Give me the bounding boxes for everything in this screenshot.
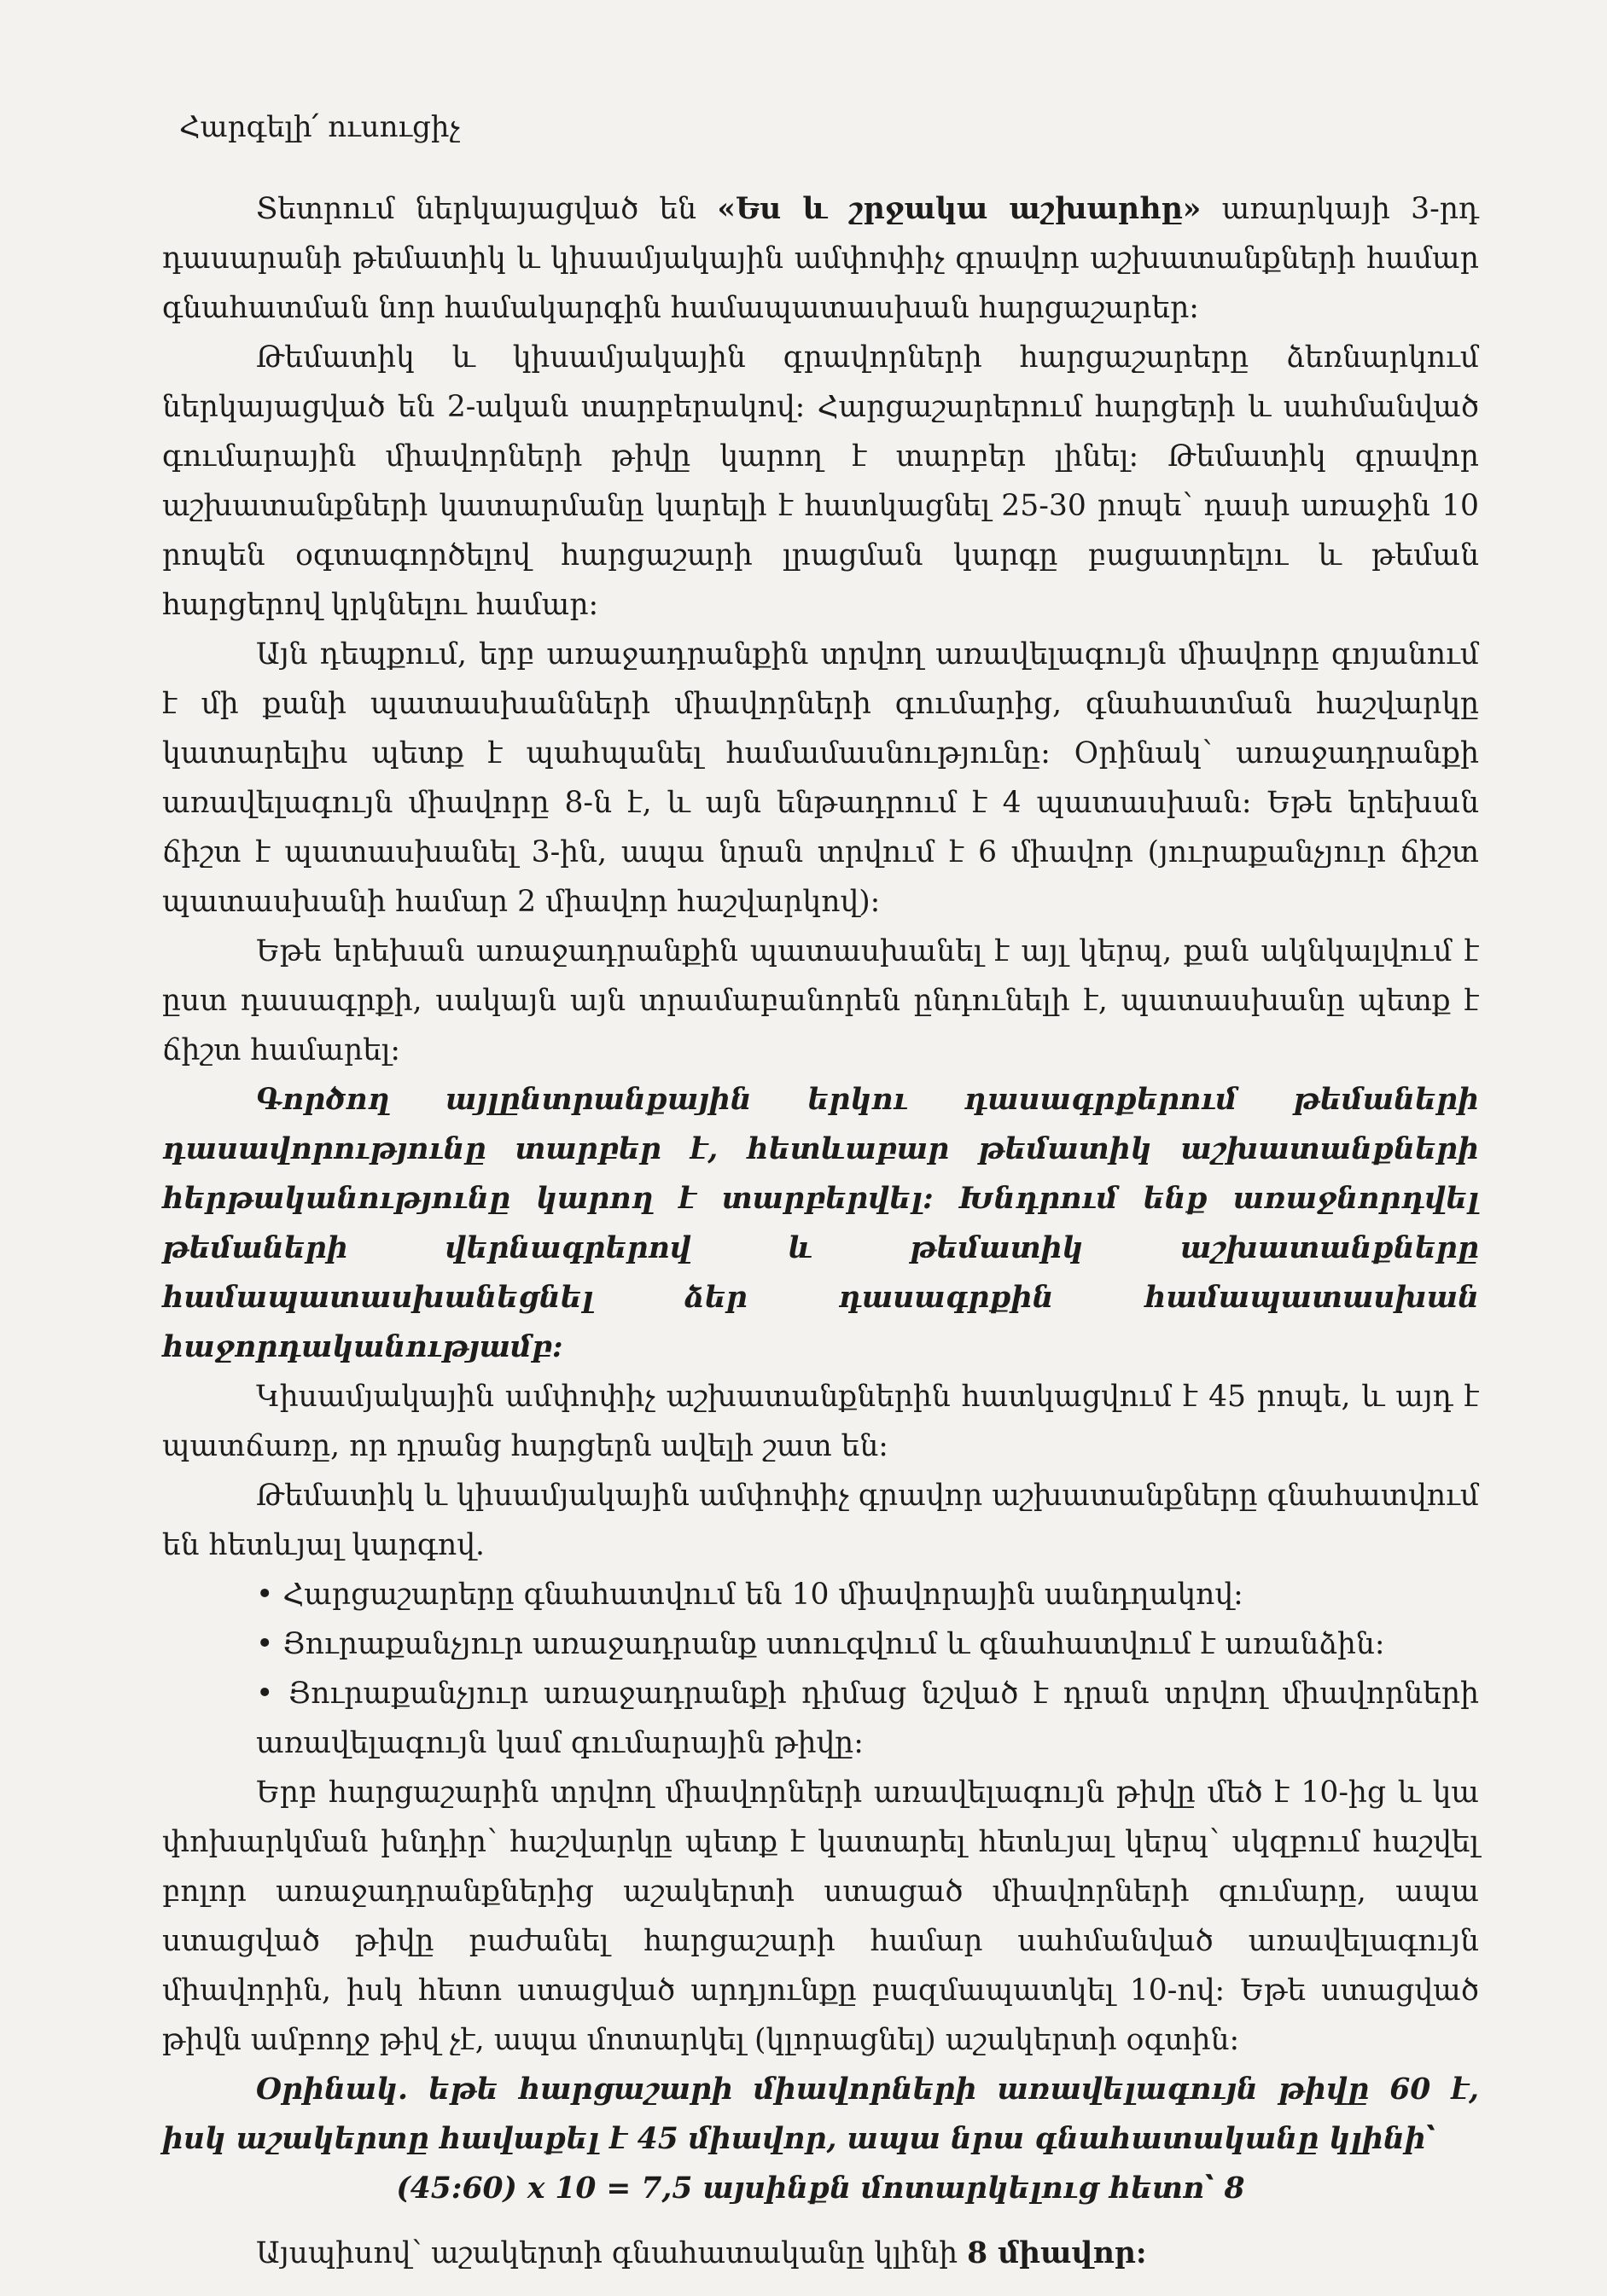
example-text: եթե հարցաշարի միավորների առավելագույն թիվը 60 է, իսկ աշակերտը հավաքել է 45 միավոր, ապա նրա գնահատականը կլինի՝ [162,2072,1479,2156]
paragraph-textbooks-note: Գործող այլընտրանքային երկու դասագրքերում թեմաների դասավորությունը տարբեր է, հետևաբար թեմատիկ աշխատանքների հերթականությունը կարող է տարբերվել: Խնդրում ենք առաջնորդվել թեմաների վերնագրերով և թեմատիկ աշխատանքները համապատասխանեցնել ձեր դասագրքին համապատասխան հաջորդականությամբ: [162,1083,1479,1364]
bullet-text: • Յուրաքանչյուր առաջադրանքի դիմաց նշված է դրան տրվող միավորների առավելագույն կամ գումարային թիվը: [256,1677,1479,1760]
conclusion-score: 8 միավոր: [967,2236,1147,2270]
paragraph-conversion: Երբ հարցաշարին տրվող միավորների առավելագույն թիվը մեծ է 10-ից և կա փոխարկման խնդիր՝ հաշվարկը պետք է կատարել հետևյալ կերպ՝ սկզբում հաշվել բոլոր առաջադրանքներից աշակերտի ստացած միավորների գումարը, ապա ստացված թիվը բաժանել հարցաշարի համար սահմանված առավելագույն միավորին, իսկ հետո ստացված արդյունքը բազմապատկել 10-ով: Եթե ստացված թիվն ամբողջ թիվ չէ, ապա մոտարկել (կլորացնել) աշակերտի օգտին: [162,1776,1479,2057]
paragraph-conclusion [162,2229,1479,2278]
paragraph-semester: Կիսամյակային ամփոփիչ աշխատանքներին հատկացվում է 45 րոպե, և այդ է պատճառը, որ դրանց հարցերն ավելի շատ են: [162,1380,1479,1463]
paragraph-intro [162,184,1479,333]
paragraph-proportion: Այն դեպքում, երբ առաջադրանքին տրվող առավելագույն միավորը գոյանում է մի քանի պատասխանների միավորների գումարից, գնահատման հաշվարկը կատարելիս պետք է պահպանել համամասնությունը: Օրինակ՝ առաջադրանքի առավելագույն միավորը 8-ն է, և այն ենթադրում է 4 պատասխան: Եթե երեխան ճիշտ է պատասխանել 3-ին, ապա նրան տրվում է 6 միավոր (յուրաքանչյուր ճիշտ պատասխանի համար 2 միավոր հաշվարկով): [162,637,1479,919]
paragraph-alternative-answer: Եթե երեխան առաջադրանքին պատասխանել է այլ կերպ, քան ակնկալվում է ըստ դասագրքի, սակայն այն տրամաբանորեն ընդունելի է, պատասխանը պետք է ճիշտ համարել: [162,934,1479,1067]
conclusion-text: Այսպիսով՝ աշակերտի գնահատականը կլինի [256,2236,968,2270]
subject-title: «Ես և շրջակա աշխարհը» [717,192,1202,226]
paragraph-thematic: Թեմատիկ և կիսամյակային գրավորների հարցաշարերը ձեռնարկում ներկայացված են 2-ական տարբերակով: Հարցաշարերում հարցերի և սահմանված գումարային միավորների թիվը կարող է տարբեր լինել: Թեմատիկ գրավոր աշխատանքների կատարմանը կարելի է հատկացնել 25-30 րոպե՝ դասի առաջին 10 րոպեն օգտագործելով հարցաշարի լրացման կարգը բացատրելու և թեման հարցերով կրկնելու համար: [162,340,1479,622]
bullet-item [162,1669,1479,1768]
intro-text-start: Տետրում ներկայացված են [256,192,718,226]
paragraph-example [162,2065,1479,2164]
bullet-item: • Յուրաքանչյուր առաջադրանք ստուգվում և գնահատվում է առանձին: [256,1627,1385,1661]
intro-text-end: առարկայի 3-րդ դասարանի թեմատիկ և կիսամյակային ամփոփիչ գրավոր աշխատանքների համար գնահատման նոր համակարգին համապատասխան հարցաշարեր: [162,192,1479,325]
page-heading: Հարգելի՛ ուսուցիչ [179,110,460,144]
example-label: Օրինակ. [256,2072,409,2107]
bullet-item: • Հարցաշարերը գնահատվում են 10 միավորային սանդղակով: [256,1578,1243,1612]
example-formula: (45:60) x 10 = 7,5 այսինքն մոտարկելուց հետո՝ 8 [396,2171,1245,2206]
paragraph-grading-order: Թեմատիկ և կիսամյակային ամփոփիչ գրավոր աշխատանքները գնահատվում են հետևյալ կարգով. [162,1479,1479,1562]
document-body [162,102,1479,2278]
